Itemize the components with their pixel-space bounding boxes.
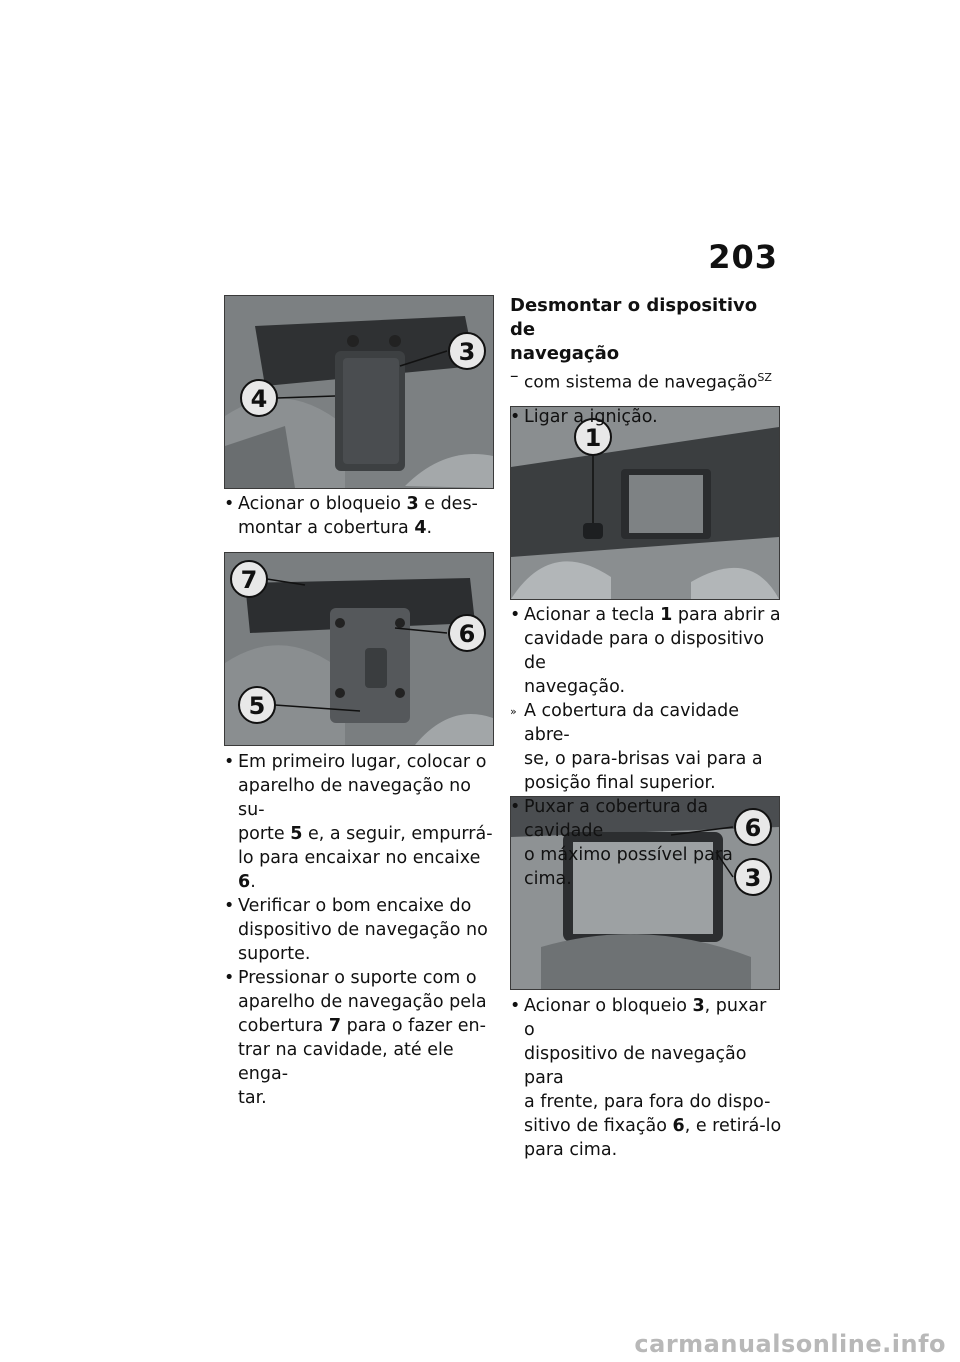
ref-number: 1	[660, 605, 673, 625]
callout-6: 6	[458, 620, 476, 648]
text: se, o para-brisas vai para a	[524, 749, 763, 769]
dash-marker: –	[510, 366, 519, 386]
text: dispositivo de navegação no	[238, 920, 488, 940]
ref-number: 7	[328, 1016, 342, 1036]
ref-number: 3	[406, 494, 419, 514]
bullet-marker: •	[224, 968, 235, 988]
list-item	[224, 894, 496, 966]
figure-2-illustration	[225, 553, 493, 745]
text: porte	[238, 824, 291, 844]
callout-6: 6	[744, 814, 762, 842]
text: e, a seguir, empurrá-	[302, 824, 493, 844]
left-steps-2-4	[224, 750, 496, 1110]
equipment-note	[510, 366, 782, 395]
figure-3-illustration	[511, 407, 779, 599]
text: tar.	[238, 1088, 267, 1108]
text: suporte.	[238, 944, 311, 964]
text: lo para encaixar no encaixe	[238, 848, 481, 868]
callout-3: 3	[744, 864, 762, 892]
ref-number: 4	[414, 518, 427, 538]
text: Verificar o bom encaixe do	[238, 896, 472, 916]
text: para o fazer en-	[341, 1016, 486, 1036]
bullet-marker: •	[510, 605, 521, 625]
text: para cima.	[524, 1140, 618, 1160]
text: , puxar o	[524, 996, 767, 1040]
bullet-marker: •	[510, 797, 521, 817]
text: Acionar o bloqueio	[524, 996, 693, 1016]
superscript: SZ	[757, 371, 772, 384]
text: navegação.	[524, 677, 626, 697]
text: Ligar a ignição.	[524, 406, 658, 427]
callout-5: 5	[248, 692, 266, 720]
watermark: carmanualsonline.info	[634, 1330, 946, 1358]
text: A cobertura da cavidade abre-	[524, 701, 740, 745]
text: dispositivo de navegação para	[524, 1044, 747, 1088]
list-item	[510, 405, 782, 429]
text: cavidade para o dispositivo de	[524, 629, 765, 673]
text: .	[250, 872, 256, 892]
text: aparelho de navegação no su-	[238, 776, 471, 820]
text: e des-	[418, 494, 478, 514]
right-steps-mid	[510, 603, 782, 891]
callout-7: 7	[240, 566, 258, 594]
ref-number: 6	[672, 1116, 685, 1136]
text: Em primeiro lugar, colocar o	[238, 752, 487, 772]
section-heading	[510, 294, 782, 366]
bullet-marker: •	[224, 896, 235, 916]
text: Pressionar o suporte com o	[238, 968, 477, 988]
list-item	[510, 795, 782, 891]
bullet-marker: •	[224, 752, 235, 772]
ref-number: 5	[290, 824, 303, 844]
figure-cavity-button	[510, 406, 780, 600]
text: trar na cavidade, até ele enga-	[238, 1040, 454, 1084]
ref-number: 6	[238, 872, 251, 892]
list-item	[510, 994, 782, 1162]
figure-holder-insert	[224, 552, 494, 746]
callout-3: 3	[458, 338, 476, 366]
heading-line: Desmontar o dispositivo de	[510, 295, 758, 340]
list-item	[224, 750, 496, 894]
heading-line: navegação	[510, 343, 620, 364]
text: Puxar a cobertura da cavidade	[524, 797, 709, 841]
list-item	[510, 603, 782, 699]
text: .	[426, 518, 433, 538]
text: com sistema de navegação	[524, 372, 758, 393]
text: o máximo possível para cima.	[524, 845, 733, 889]
result-item	[510, 699, 782, 795]
text: aparelho de navegação pela	[238, 992, 487, 1012]
page-number: 203	[708, 238, 778, 276]
list-item	[224, 966, 496, 1110]
bullet-marker: •	[510, 996, 521, 1016]
text: cobertura	[238, 1016, 329, 1036]
callout-1: 1	[584, 424, 602, 452]
bullet-marker: •	[224, 494, 235, 514]
text: Acionar a tecla	[524, 605, 661, 625]
text: sitivo de fixação	[524, 1116, 673, 1136]
text: a frente, para fora do dispo-	[524, 1092, 771, 1112]
figure-1-illustration	[225, 296, 493, 488]
result-marker: »	[510, 705, 517, 718]
text: , e retirá-lo	[684, 1116, 782, 1136]
callout-4: 4	[250, 385, 268, 413]
text: posição final superior.	[524, 773, 716, 793]
text: montar a cobertura	[238, 518, 415, 538]
right-header-block	[510, 294, 782, 429]
left-step-1	[224, 492, 496, 540]
bullet-marker: •	[510, 406, 521, 427]
text: para abrir a	[672, 605, 781, 625]
list-item	[224, 492, 496, 540]
text: Acionar o bloqueio	[238, 494, 407, 514]
right-steps-bottom	[510, 994, 782, 1162]
ref-number: 3	[692, 996, 705, 1016]
figure-cover-removal	[224, 295, 494, 489]
